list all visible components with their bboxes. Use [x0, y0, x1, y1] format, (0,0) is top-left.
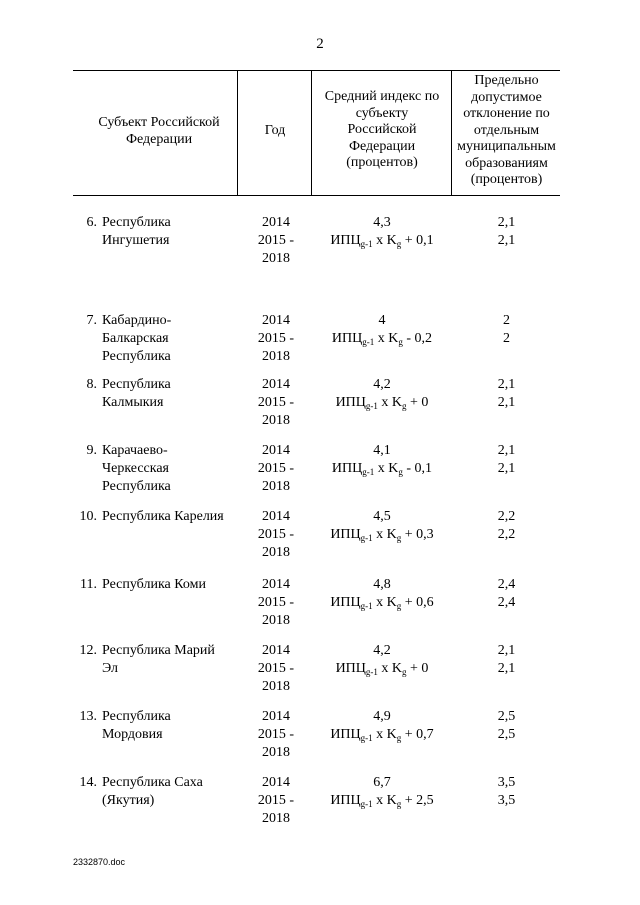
row-number: 13.	[79, 709, 97, 724]
row-number: 8.	[86, 377, 97, 392]
page-number: 2	[316, 36, 324, 52]
region-name: Республика Ингушетия	[102, 215, 171, 248]
average-index-cell: 4,2 $ИПЦ_{g-1}$ x $K_g + 0$	[313, 642, 451, 678]
max-deviation-cell: 2 2	[503, 313, 510, 346]
header-divider	[237, 71, 238, 195]
header-max-deviation: Предельно допустимое отклонение по отдельным муниципальным образованиям (процентов)	[457, 73, 556, 187]
year-cell: 2014 2015 - 2018	[257, 643, 295, 694]
year-cell: 2014 2015 - 2018	[257, 577, 295, 628]
max-deviation-cell: 3,5 3,5	[497, 775, 516, 808]
row-number: 11.	[80, 577, 97, 592]
file-name: 2332870.doc	[73, 857, 126, 867]
index-formula: $ИПЦ_{g-1}$ x $K_g - 0,1$	[331, 461, 433, 477]
max-deviation-cell: 2,4 2,4	[497, 577, 516, 610]
average-index-cell: 6,7 $ИПЦ_{g-1}$ x $K_g + 2,5$	[313, 774, 451, 810]
year-cell: 2014 2015 - 2018	[257, 509, 295, 560]
index-formula: $ИПЦ_{g-1}$ x $K_g + 0$	[335, 661, 429, 677]
header-subject: Субъект Российской Федерации	[98, 115, 220, 147]
region-name: Кабардино- Балкарская Республика	[102, 313, 172, 364]
region-name: Республика Калмыкия	[102, 377, 171, 410]
table-header	[73, 70, 560, 196]
row-number: 6.	[86, 215, 97, 230]
year-cell: 2014 2015 - 2018	[257, 377, 295, 428]
max-deviation-cell: 2,2 2,2	[497, 509, 516, 542]
header-divider	[311, 71, 312, 195]
region-name: Республика Саха (Якутия)	[102, 775, 203, 808]
year-cell: 2014 2015 - 2018	[257, 443, 295, 494]
average-index-cell: 4,8 $ИПЦ_{g-1}$ x $K_g + 0,6$	[313, 576, 451, 612]
row-number: 12.	[79, 643, 97, 658]
max-deviation-cell: 2,1 2,1	[497, 443, 516, 476]
header-divider	[451, 71, 452, 195]
region-name: Республика Коми	[102, 577, 206, 592]
year-cell: 2014 2015 - 2018	[257, 215, 295, 266]
index-formula: $ИПЦ_{g-1}$ x $K_g + 0$	[335, 395, 429, 411]
row-number: 10.	[79, 509, 97, 524]
year-cell: 2014 2015 - 2018	[257, 709, 295, 760]
row-number: 9.	[86, 443, 97, 458]
header-average-index: Средний индекс по субъекту Российской Федерации (процентов)	[324, 89, 440, 170]
region-name: Республика Мордовия	[102, 709, 171, 742]
index-formula: $ИПЦ_{g-1}$ x $K_g + 0,7$	[330, 727, 434, 743]
year-cell: 2014 2015 - 2018	[257, 313, 295, 364]
tariff-table	[73, 70, 560, 826]
average-index-cell: 4,5 $ИПЦ_{g-1}$ x $K_g + 0,3$	[313, 508, 451, 544]
region-name: Карачаево- Черкесская Республика	[102, 443, 171, 494]
index-formula: $ИПЦ_{g-1}$ x $K_g + 0,6$	[330, 595, 434, 611]
row-number: 14.	[79, 775, 97, 790]
max-deviation-cell: 2,1 2,1	[497, 377, 516, 410]
row-number: 7.	[86, 313, 97, 328]
index-formula: $ИПЦ_{g-1}$ x $K_g + 2,5$	[330, 793, 434, 809]
region-name: Республика Карелия	[102, 509, 224, 524]
average-index-cell: 4,3 $ИПЦ_{g-1}$ x $K_g + 0,1$	[313, 214, 451, 250]
year-cell: 2014 2015 - 2018	[257, 775, 295, 826]
average-index-cell: 4,1 $ИПЦ_{g-1}$ x $K_g - 0,1$	[313, 442, 451, 478]
index-formula: $ИПЦ_{g-1}$ x $K_g + 0,1$	[330, 233, 434, 249]
max-deviation-cell: 2,1 2,1	[497, 643, 516, 676]
index-formula: $ИПЦ_{g-1}$ x $K_g + 0,3$	[330, 527, 434, 543]
index-formula: $ИПЦ_{g-1}$ x $K_g - 0,2$	[331, 331, 433, 347]
average-index-cell: 4,9 $ИПЦ_{g-1}$ x $K_g + 0,7$	[313, 708, 451, 744]
average-index-cell: 4,2 $ИПЦ_{g-1}$ x $K_g + 0$	[313, 376, 451, 412]
region-name: Республика Марий Эл	[102, 643, 215, 676]
max-deviation-cell: 2,5 2,5	[497, 709, 516, 742]
header-year: Год	[264, 123, 286, 138]
max-deviation-cell: 2,1 2,1	[497, 215, 516, 248]
average-index-cell: 4 $ИПЦ_{g-1}$ x $K_g - 0,2$	[313, 312, 451, 348]
